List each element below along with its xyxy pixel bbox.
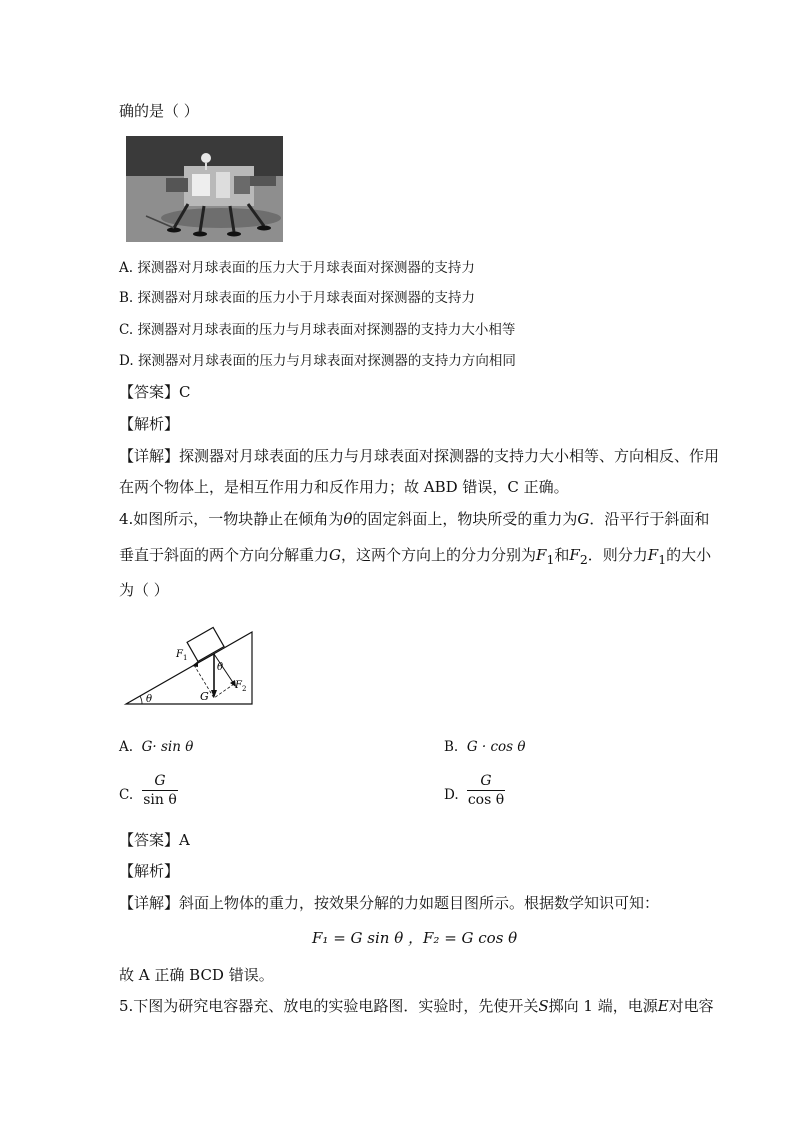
g-symbol: G — [329, 546, 341, 564]
subscript: 1 — [546, 552, 555, 567]
stem-text: ．则分力 — [587, 546, 648, 564]
label-g: G — [200, 690, 209, 703]
fraction-denominator: cos θ — [467, 792, 505, 808]
option-letter: B. — [119, 290, 134, 306]
q4-option-c-letter: C. — [119, 787, 134, 803]
g-symbol: G — [577, 510, 590, 528]
option-letter: D. — [119, 353, 134, 369]
block — [187, 627, 224, 661]
subscript: 1 — [658, 552, 667, 567]
dashed-line — [214, 684, 234, 698]
f2-symbol: F — [569, 546, 580, 564]
option-text: 探测器对月球表面的压力与月球表面对探测器的支持力大小相等 — [137, 322, 516, 338]
lunar-lander-photo — [126, 136, 283, 242]
q4-stem-line1 — [119, 509, 709, 529]
option-text: 探测器对月球表面的压力小于月球表面对探测器的支持力 — [137, 290, 476, 306]
stem-text: 和 — [554, 546, 570, 564]
label-f1: F — [176, 649, 183, 660]
q4-option-c-fraction — [142, 773, 178, 808]
q3-answer — [119, 382, 191, 402]
f1-symbol: F — [536, 546, 547, 564]
option-letter: C. — [119, 322, 134, 338]
stem-text: 5.下图为研究电容器充、放电的实验电路图．实验时，先使开关 — [119, 997, 539, 1015]
stem-text: ．沿平行于斜面和 — [589, 510, 710, 528]
q5-stem — [119, 996, 714, 1016]
stem-text: 的大小 — [666, 546, 712, 564]
q4-option-a — [119, 737, 193, 757]
q3-detail-line1 — [119, 446, 719, 466]
fraction-denominator: sin θ — [143, 792, 177, 808]
stem-text: 4.如图所示，一物块静止在倾角为 — [119, 510, 344, 528]
fraction-bar — [142, 790, 178, 791]
q4-formula: F₁ = G sin θ ，F₂ = G cos θ — [312, 929, 518, 947]
q3-option-c — [119, 320, 515, 340]
q3-detail-line2: 在两个物体上，是相互作用力和反作用力；故 ABD 错误，C 正确。 — [119, 478, 569, 496]
answer-value: C — [179, 383, 191, 401]
fraction-numerator: G — [480, 773, 492, 789]
q4-answer — [119, 830, 190, 850]
answer-label: 【答案】 — [119, 831, 180, 849]
label-f1-sub: 1 — [183, 654, 188, 662]
stem-text: ，这两个方向上的分力分别为 — [341, 546, 537, 564]
base-angle-arc — [140, 696, 142, 704]
q4-option-b — [444, 737, 526, 757]
q3-analysis-label: 【解析】 — [119, 415, 180, 433]
q4-stem-line3: 为（ ） — [119, 581, 169, 599]
q4-option-d-letter: D. — [444, 787, 459, 803]
option-text: G· sin θ — [141, 739, 194, 755]
q4-conclusion: 故 A 正确 BCD 错误。 — [119, 966, 274, 984]
subscript: 2 — [579, 552, 588, 567]
q3-option-a — [119, 258, 475, 278]
q3-option-b — [119, 288, 475, 308]
detail-label: 【详解】 — [119, 447, 180, 465]
option-text: 探测器对月球表面的压力与月球表面对探测器的支持力方向相同 — [137, 353, 516, 369]
q3-stem-tail: 确的是（ ） — [119, 102, 199, 120]
option-text: G · cos θ — [466, 739, 526, 755]
detail-text: 探测器对月球表面的压力与月球表面对探测器的支持力大小相等、方向相反、作用 — [179, 447, 720, 465]
detail-text: 斜面上物体的重力，按效果分解的力如题目图所示。根据数学知识可知： — [179, 894, 660, 912]
label-theta-block: θ — [217, 662, 224, 673]
s-symbol: S — [538, 997, 549, 1015]
stem-text: 垂直于斜面的两个方向分解重力 — [119, 546, 330, 564]
label-theta-base: θ — [146, 694, 153, 705]
option-letter: B. — [444, 739, 459, 755]
option-letter: A. — [119, 260, 134, 276]
option-letter: A. — [119, 739, 134, 755]
stem-text: 对电容 — [668, 997, 714, 1015]
detail-label: 【详解】 — [119, 894, 180, 912]
theta-symbol: θ — [343, 510, 353, 528]
q4-analysis-label: 【解析】 — [119, 862, 180, 880]
lunar-lander-illustration — [126, 136, 283, 242]
answer-value: A — [179, 831, 190, 849]
fraction-numerator: G — [154, 773, 166, 789]
q3-option-d — [119, 351, 516, 371]
q4-stem-line2 — [119, 545, 711, 570]
e-symbol: E — [657, 997, 669, 1015]
label-f2: F — [235, 680, 242, 691]
stem-text: 的固定斜面上，物块所受的重力为 — [352, 510, 578, 528]
q4-option-d-fraction — [467, 773, 505, 808]
incline-diagram — [118, 620, 258, 710]
answer-label: 【答案】 — [119, 383, 180, 401]
stem-text: 掷向 1 端，电源 — [548, 997, 658, 1015]
option-text: 探测器对月球表面的压力大于月球表面对探测器的支持力 — [137, 260, 475, 276]
q4-detail — [119, 893, 659, 913]
label-f2-sub: 2 — [242, 685, 247, 693]
fraction-bar — [467, 790, 505, 791]
f1-symbol: F — [647, 546, 659, 564]
